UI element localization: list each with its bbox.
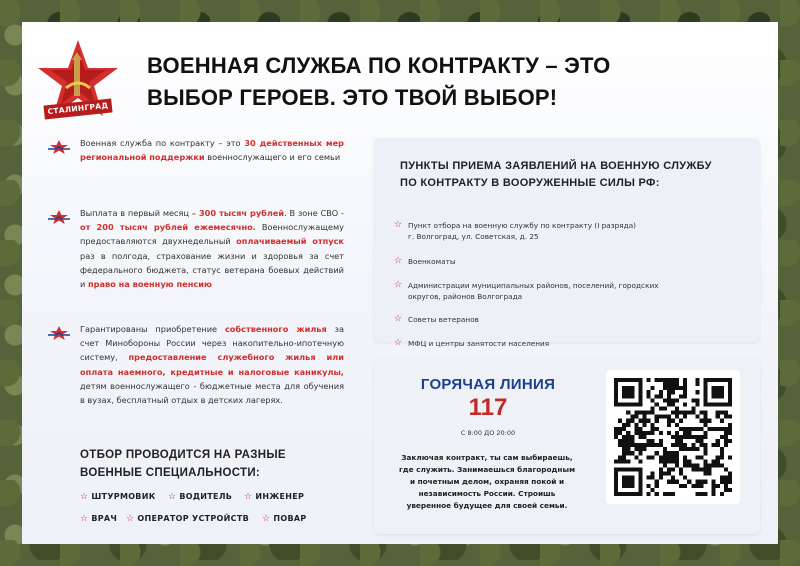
small-red-star-icon: ☆ [168, 492, 177, 502]
highlight-text: – 300 тысяч рублей [191, 208, 285, 218]
highlight-text: оплачиваемый отпуск [236, 236, 344, 247]
poster [22, 22, 778, 544]
small-red-star-icon: ☆ [80, 492, 89, 502]
hotline-text [394, 452, 580, 512]
highlight-text: собственного жилья [224, 324, 327, 334]
body-text: . В зоне СВО - [284, 208, 344, 218]
small-red-star-icon: ☆ [262, 514, 271, 524]
selection-title [80, 446, 340, 482]
body-text: Гарантированы приобретение [80, 324, 225, 334]
point-line: г. Волгоград, ул. Советская, д. 25 [408, 232, 539, 241]
red-blue-star-icon [48, 210, 70, 224]
hotline-title: ГОРЯЧАЯ ЛИНИЯ [420, 376, 556, 393]
specialty-item [126, 514, 249, 524]
highlight-text: право на военную пенсию [87, 279, 212, 290]
points-title-line-2: ПО КОНТРАКТУ В ВООРУЖЕННЫЕ СИЛЫ РФ: [400, 177, 660, 189]
point-line: Администрации муниципальных районов, поселений, городских [408, 281, 659, 290]
body-text: Выплата в первый месяц [80, 208, 192, 218]
specialty-label: ИНЖЕНЕР [255, 492, 305, 501]
specialty-label: ВОДИТЕЛЬ [179, 492, 233, 501]
body-text: военнослужащего и его семьи [204, 152, 341, 163]
small-red-star-icon: ☆ [126, 514, 135, 524]
highlight-text: от 200 тысяч рублей ежемесячно. [80, 222, 256, 233]
highlight-text: 30 действенных мер региональной поддержки [80, 138, 345, 163]
body-text: Военная служба по контракту – это [80, 138, 245, 148]
qr-code-image [614, 378, 732, 496]
hotline-text-line: Заключая контракт, ты сам выбираешь, [401, 453, 573, 462]
qr-code[interactable] [606, 370, 740, 504]
selection-title-line-1: ОТБОР ПРОВОДИТСЯ НА РАЗНЫЕ [80, 449, 286, 461]
specialty-item [244, 492, 304, 502]
hotline-text-line: уверенное будущее для своей семьи. [406, 501, 568, 510]
hotline-text-line: где служить. Занимаешься благородным [398, 465, 576, 474]
selection-title-line-2: ВОЕННЫЕ СПЕЦИАЛЬНОСТИ: [80, 467, 261, 479]
specialty-label: ПОВАР [273, 514, 307, 523]
highlight-text: предоставление служебного жилья или оплата наемного, кредитные и налоговые каникулы, [80, 352, 344, 377]
specialty-item [168, 492, 232, 502]
body-text: раз в полгода, страхование жизни и здоровья за счет федерального бюджета, статус ветерана боевых действий и [80, 250, 344, 290]
bullet-text [80, 206, 344, 291]
specialty-item [262, 514, 307, 524]
small-red-star-icon: ☆ [394, 280, 403, 290]
point-line: Советы ветеранов [408, 315, 479, 324]
red-star-emblem-icon [36, 38, 120, 122]
body-text: Военнослужащему предоставляются двухнедельный [80, 222, 344, 247]
red-blue-star-icon [48, 326, 70, 340]
small-red-star-icon: ☆ [80, 514, 89, 524]
red-blue-star-icon [48, 140, 70, 154]
specialty-label: ШТУРМОВИК [91, 492, 156, 501]
specialty-label: ОПЕРАТОР УСТРОЙСТВ [137, 514, 249, 523]
page-title [147, 50, 747, 114]
bullet-text [80, 136, 344, 164]
title-line-1: ВОЕННАЯ СЛУЖБА ПО КОНТРАКТУ – ЭТО [147, 53, 611, 78]
point-line: МФЦ и центры занятости населения [408, 339, 550, 348]
point-line: Пункт отбора на военную службу по контракту (I разряда) [408, 221, 637, 230]
title-line-2: ВЫБОР ГЕРОЕВ. ЭТО ТВОЙ ВЫБОР! [147, 85, 558, 110]
emblem-label: СТАЛИНГРАД [43, 98, 112, 119]
points-title-line-1: ПУНКТЫ ПРИЕМА ЗАЯВЛЕНИЙ НА ВОЕННУЮ СЛУЖБУ [400, 160, 712, 172]
hotline-hours: С 8:00 ДО 20:00 [460, 429, 516, 437]
hotline-text-line: и почетным делом, охраняя покой и [409, 477, 565, 486]
small-red-star-icon: ☆ [244, 492, 253, 502]
points-title [400, 158, 750, 192]
hotline-panel [374, 358, 760, 534]
specialty-item [80, 514, 117, 524]
application-points-panel [374, 138, 760, 342]
point-line: Военкоматы [408, 257, 456, 266]
bullet-text [80, 322, 344, 407]
small-red-star-icon: ☆ [394, 338, 403, 348]
body-text: детям военнослужащего - бюджетные места для обучения в вузах, бесплатный отдых в детских лагерях. [80, 380, 344, 406]
small-red-star-icon: ☆ [394, 256, 403, 266]
specialty-item [80, 492, 156, 502]
specialty-label: ВРАЧ [91, 514, 118, 523]
small-red-star-icon: ☆ [394, 220, 403, 230]
body-text: за счет Минобороны России через накопительно-ипотечную систему, [80, 324, 344, 363]
point-line: округов, районов Волгограда [408, 292, 523, 301]
hotline-number[interactable]: 117 [468, 394, 508, 421]
hotline-text-line: независимость России. Строишь [418, 489, 556, 498]
small-red-star-icon: ☆ [394, 314, 403, 324]
